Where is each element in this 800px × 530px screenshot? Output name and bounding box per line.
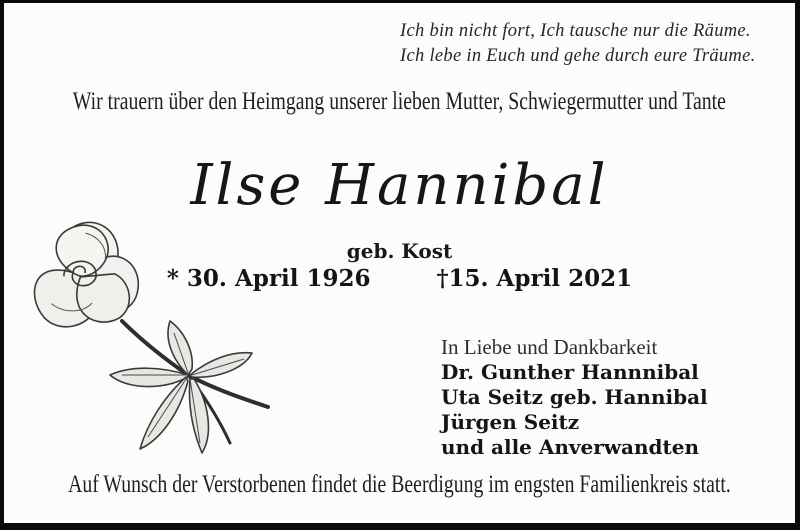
memorial-quote: [400, 19, 756, 69]
death-date: †15. April 2021: [436, 265, 633, 292]
deceased-name: Ilse Hannibal: [190, 153, 609, 218]
intro-text: Wir trauern über den Heimgang unserer lieben Mutter, Schwiegermutter und Tante: [72, 88, 727, 115]
condolence-intro: In Liebe und Dankbarkeit: [441, 335, 658, 359]
mourner-name: Uta Seitz geb. Hannibal: [441, 385, 708, 409]
rose-image: [22, 217, 274, 475]
birth-date: * 30. April 1926: [166, 265, 371, 292]
mourner-name: Jürgen Seitz: [441, 410, 580, 434]
memorial-quote-line2: Ich lebe in Euch und gehe durch eure Träume.: [400, 46, 756, 66]
memorial-quote-line1: Ich bin nicht fort, Ich tausche nur die Räume.: [400, 21, 751, 41]
mourner-name: Dr. Gunther Hannnibal: [441, 360, 699, 384]
mourners-block: [441, 335, 708, 460]
funeral-note-line: [4, 471, 795, 499]
mourner-name: und alle Anverwandten: [441, 435, 700, 459]
intro-line: [4, 88, 795, 116]
funeral-note-text: Auf Wunsch der Verstorbenen findet die Beerdigung im engsten Familienkreis statt.: [68, 471, 731, 498]
obituary-sheet: [4, 3, 795, 523]
maiden-name: geb. Kost: [346, 239, 453, 263]
